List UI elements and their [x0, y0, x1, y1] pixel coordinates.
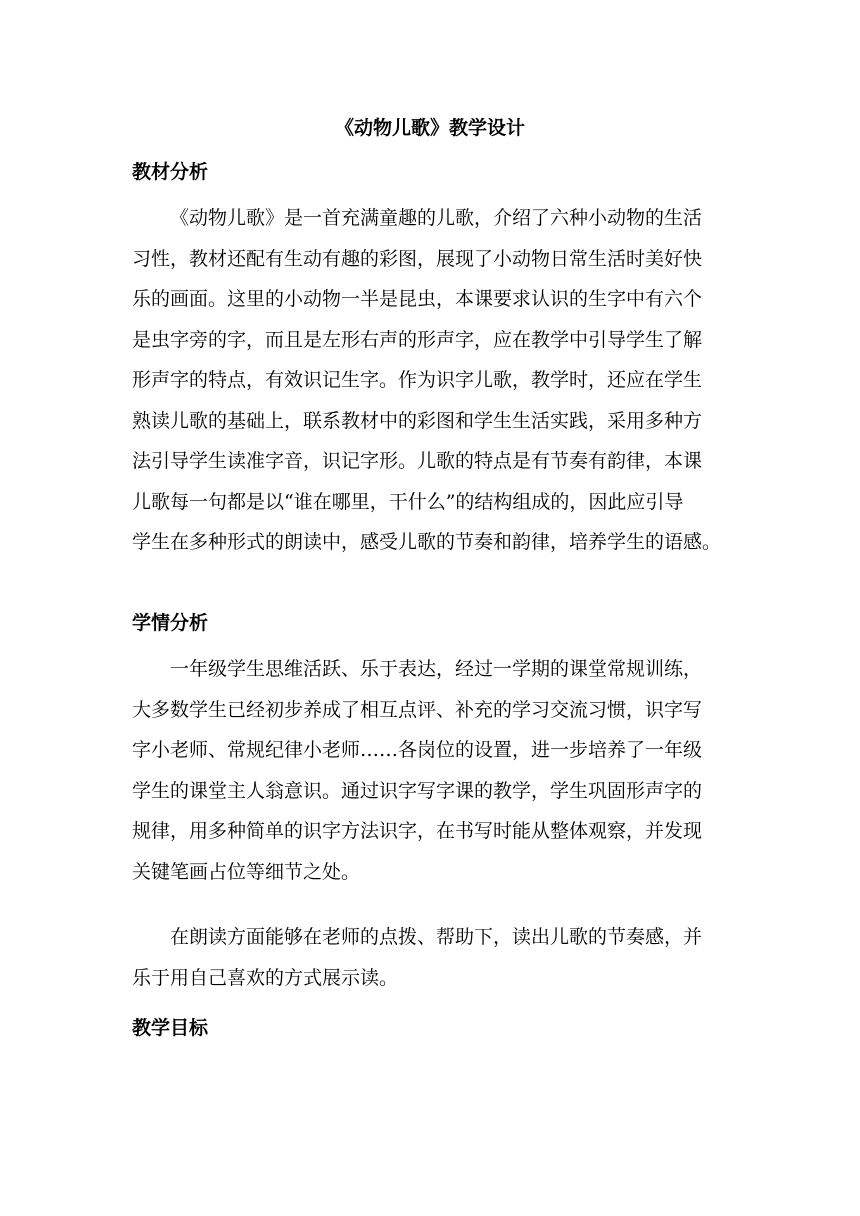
section-heading-textbook-analysis: 教材分析	[132, 161, 209, 183]
document-title: 《动物儿歌》教学设计	[334, 117, 525, 139]
paragraph-line: 形声字的特点，有效识记生字。作为识字儿歌，教学时，还应在学生	[132, 369, 703, 391]
paragraph-line: 乐的画面。这里的小动物一半是昆虫，本课要求认识的生字中有六个	[132, 288, 703, 310]
paragraph-line: 大多数学生已经初步养成了相互点评、补充的学习交流习惯，识字写	[132, 698, 703, 721]
section-heading-teaching-goals: 教学目标	[132, 1017, 209, 1039]
textbook-analysis-paragraph	[132, 198, 732, 563]
paragraph-line: 乐于用自己喜欢的方式展示读。	[132, 966, 399, 989]
paragraph-line: 法引导学生读准字音，识记字形。儿歌的特点是有节奏有韵律，本课	[132, 450, 703, 472]
section-heading-learner-analysis: 学情分析	[132, 612, 209, 634]
paragraph-line: 一年级学生思维活跃、乐于表达，经过一学期的课堂常规训练，	[170, 658, 703, 680]
paragraph-line: 规律，用多种简单的识字方法识字，在书写时能从整体观察，并发现	[132, 820, 703, 842]
paragraph-line: 《动物儿歌》是一首充满童趣的儿歌，介绍了六种小动物的生活	[170, 207, 703, 229]
learner-analysis-paragraph-1	[132, 649, 732, 892]
paragraph-line: 字小老师、常规纪律小老师……各岗位的设置，进一步培养了一年级	[132, 739, 703, 761]
paragraph-line: 熟读儿歌的基础上，联系教材中的彩图和学生生活实践，采用多种方	[132, 409, 703, 432]
paragraph-line: 习性，教材还配有生动有趣的彩图，展现了小动物日常生活时美好快	[132, 247, 703, 270]
paragraph-line: 关键笔画占位等细节之处。	[132, 860, 361, 883]
paragraph-line: 是虫字旁的字，而且是左形右声的形声字，应在教学中引导学生了解	[132, 328, 703, 351]
learner-analysis-paragraph-2	[132, 917, 732, 998]
paragraph-line: 儿歌每一句都是以“谁在哪里，干什么”的结构组成的，因此应引导	[132, 490, 684, 513]
paragraph-line: 在朗读方面能够在老师的点拨、帮助下，读出儿歌的节奏感，并	[170, 926, 703, 948]
paragraph-line: 学生的课堂主人翁意识。通过识字写字课的教学，学生巩固形声字的	[132, 779, 703, 802]
paragraph-line: 学生在多种形式的朗读中，感受儿歌的节奏和韵律，培养学生的语感。	[132, 531, 722, 553]
